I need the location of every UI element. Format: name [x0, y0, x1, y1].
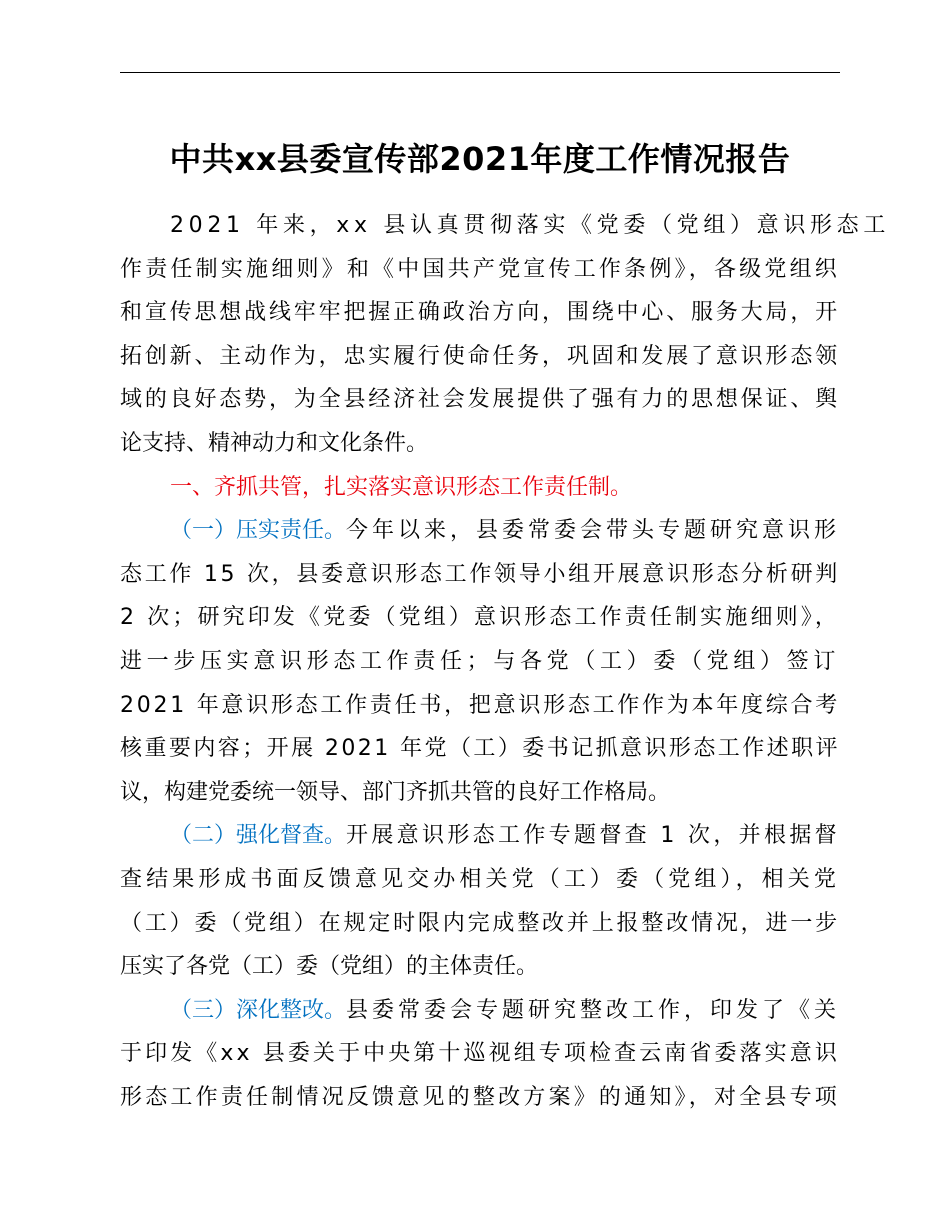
text-line: 压实了各党（工）委（党组）的主体责任。: [120, 954, 539, 980]
subsection-first-line: [120, 989, 840, 1033]
text-span: 县委常委会专题研究整改工作，印发了《关: [346, 997, 840, 1023]
text-line: 拓创新、主动作为，忠实履行使命任务，巩固和发展了意识形态领: [120, 343, 840, 369]
text-line: 于印发《xx 县委关于中央第十巡视组专项检查云南省委落实意识: [120, 1041, 840, 1067]
section-heading: 一、齐抓共管，扎实落实意识形态工作责任制。: [170, 474, 633, 500]
subsection-heading: （二）强化督查。: [170, 823, 347, 849]
text-span: 今年以来，县委常委会带头专题研究意识形: [346, 518, 840, 544]
subsection-heading: （一）压实责任。: [170, 518, 347, 544]
document-title: 中共xx县委宣传部2021年度工作情况报告: [169, 140, 791, 178]
text-line: 论支持、精神动力和文化条件。: [120, 430, 429, 456]
subsection-first-line: [120, 509, 840, 553]
text-line: 形态工作责任制情况反馈意见的整改方案》的通知》，对全县专项: [120, 1084, 840, 1110]
subsection-first-line: [120, 814, 840, 858]
text-span: 开展意识形态工作专题督查 1 次，并根据督: [346, 823, 840, 849]
text-line: 态工作 15 次，县委意识形态工作领导小组开展意识形态分析研判: [120, 561, 840, 587]
text-line: 作责任制实施细则》和《中国共产党宣传工作条例》，各级党组织: [120, 256, 840, 282]
text-line: 查结果形成书面反馈意见交办相关党（工）委（党组），相关党: [120, 866, 840, 892]
text-line: 和宣传思想战线牢牢把握正确政治方向，围绕中心、服务大局，开: [120, 300, 840, 326]
text-line: 2021 年来，xx 县认真贯彻落实《党委（党组）意识形态工: [170, 213, 890, 238]
document-body: [120, 204, 890, 1119]
text-line: 核重要内容；开展 2021 年党（工）委书记抓意识形态工作述职评: [120, 736, 840, 762]
text-line: 议，构建党委统一领导、部门齐抓共管的良好工作格局。: [120, 779, 671, 805]
subsection-heading: （三）深化整改。: [170, 997, 347, 1023]
text-line: （工）委（党组）在规定时限内完成整改并上报整改情况，进一步: [120, 910, 840, 936]
text-line: 域的良好态势，为全县经济社会发展提供了强有力的思想保证、舆: [120, 387, 840, 413]
text-line: 2 次；研究印发《党委（党组）意识形态工作责任制实施细则》，: [120, 605, 840, 631]
header-rule: [120, 72, 840, 73]
text-line: 2021 年意识形态工作责任书，把意识形态工作作为本年度综合考: [120, 692, 840, 718]
text-line: 进一步压实意识形态工作责任；与各党（工）委（党组）签订: [120, 648, 840, 674]
